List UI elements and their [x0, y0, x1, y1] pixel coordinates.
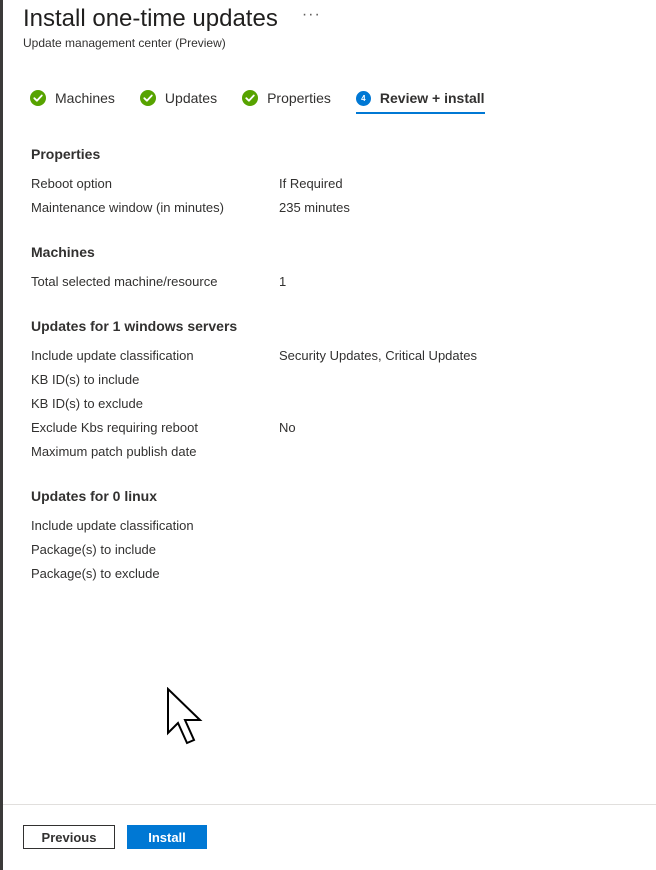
row-label: Package(s) to include: [31, 542, 157, 557]
row-value: Security Updates, Critical Updates: [279, 348, 477, 363]
tab-updates[interactable]: [140, 84, 217, 114]
summary-row: [31, 420, 631, 444]
properties-section: [31, 146, 631, 224]
wizard-tabs: [30, 84, 510, 114]
previous-button[interactable]: Previous: [23, 825, 115, 849]
summary-row: [31, 372, 631, 396]
summary-row: [31, 444, 631, 468]
tab-label: Review + install: [379, 90, 485, 106]
row-value: No: [279, 420, 296, 435]
blade-header: [23, 4, 643, 50]
section-title: Machines: [31, 244, 95, 260]
summary-row: [31, 518, 631, 542]
title-row: [23, 4, 643, 34]
section-title: Updates for 1 windows servers: [31, 318, 238, 334]
more-icon[interactable]: ···: [301, 6, 321, 23]
summary-row: [31, 542, 631, 566]
row-label: KB ID(s) to include: [31, 372, 140, 387]
summary-row: [31, 396, 631, 420]
row-value: 235 minutes: [279, 200, 350, 215]
row-label: Maximum patch publish date: [31, 444, 197, 459]
footer-divider: [3, 804, 656, 805]
summary-row: [31, 200, 631, 224]
tab-label: Properties: [267, 90, 331, 106]
section-title: Properties: [31, 146, 101, 162]
check-circle-icon: [242, 90, 258, 106]
row-value: 1: [279, 274, 287, 289]
check-circle-icon: [140, 90, 156, 106]
tab-properties[interactable]: [242, 84, 331, 114]
summary-row: [31, 348, 631, 372]
summary-row: [31, 176, 631, 200]
page-subtitle: Update management center (Preview): [23, 36, 226, 50]
windows-updates-section: [31, 318, 631, 468]
row-label: Total selected machine/resource: [31, 274, 218, 289]
linux-updates-section: [31, 488, 631, 590]
row-label: Reboot option: [31, 176, 112, 191]
row-label: Maintenance window (in minutes): [31, 200, 224, 215]
tab-review-install[interactable]: [356, 84, 485, 114]
summary-row: [31, 566, 631, 590]
summary-row: [31, 274, 631, 298]
tab-label: Machines: [55, 90, 115, 106]
review-summary: [31, 146, 631, 610]
section-title: Updates for 0 linux: [31, 488, 158, 504]
row-label: Exclude Kbs requiring reboot: [31, 420, 198, 435]
page-title: Install one-time updates: [23, 5, 278, 32]
check-circle-icon: [30, 90, 46, 106]
tab-label: Updates: [164, 90, 218, 106]
row-label: Package(s) to exclude: [31, 566, 160, 581]
row-label: Include update classification: [31, 518, 194, 533]
row-label: Include update classification: [31, 348, 194, 363]
row-label: KB ID(s) to exclude: [31, 396, 143, 411]
row-value: If Required: [279, 176, 343, 191]
step-number-badge: 4: [356, 91, 371, 106]
mouse-pointer-icon: [166, 687, 206, 747]
install-button[interactable]: Install: [127, 825, 207, 849]
panel-left-border: [0, 0, 3, 870]
tab-machines[interactable]: [30, 84, 115, 114]
machines-section: [31, 244, 631, 298]
